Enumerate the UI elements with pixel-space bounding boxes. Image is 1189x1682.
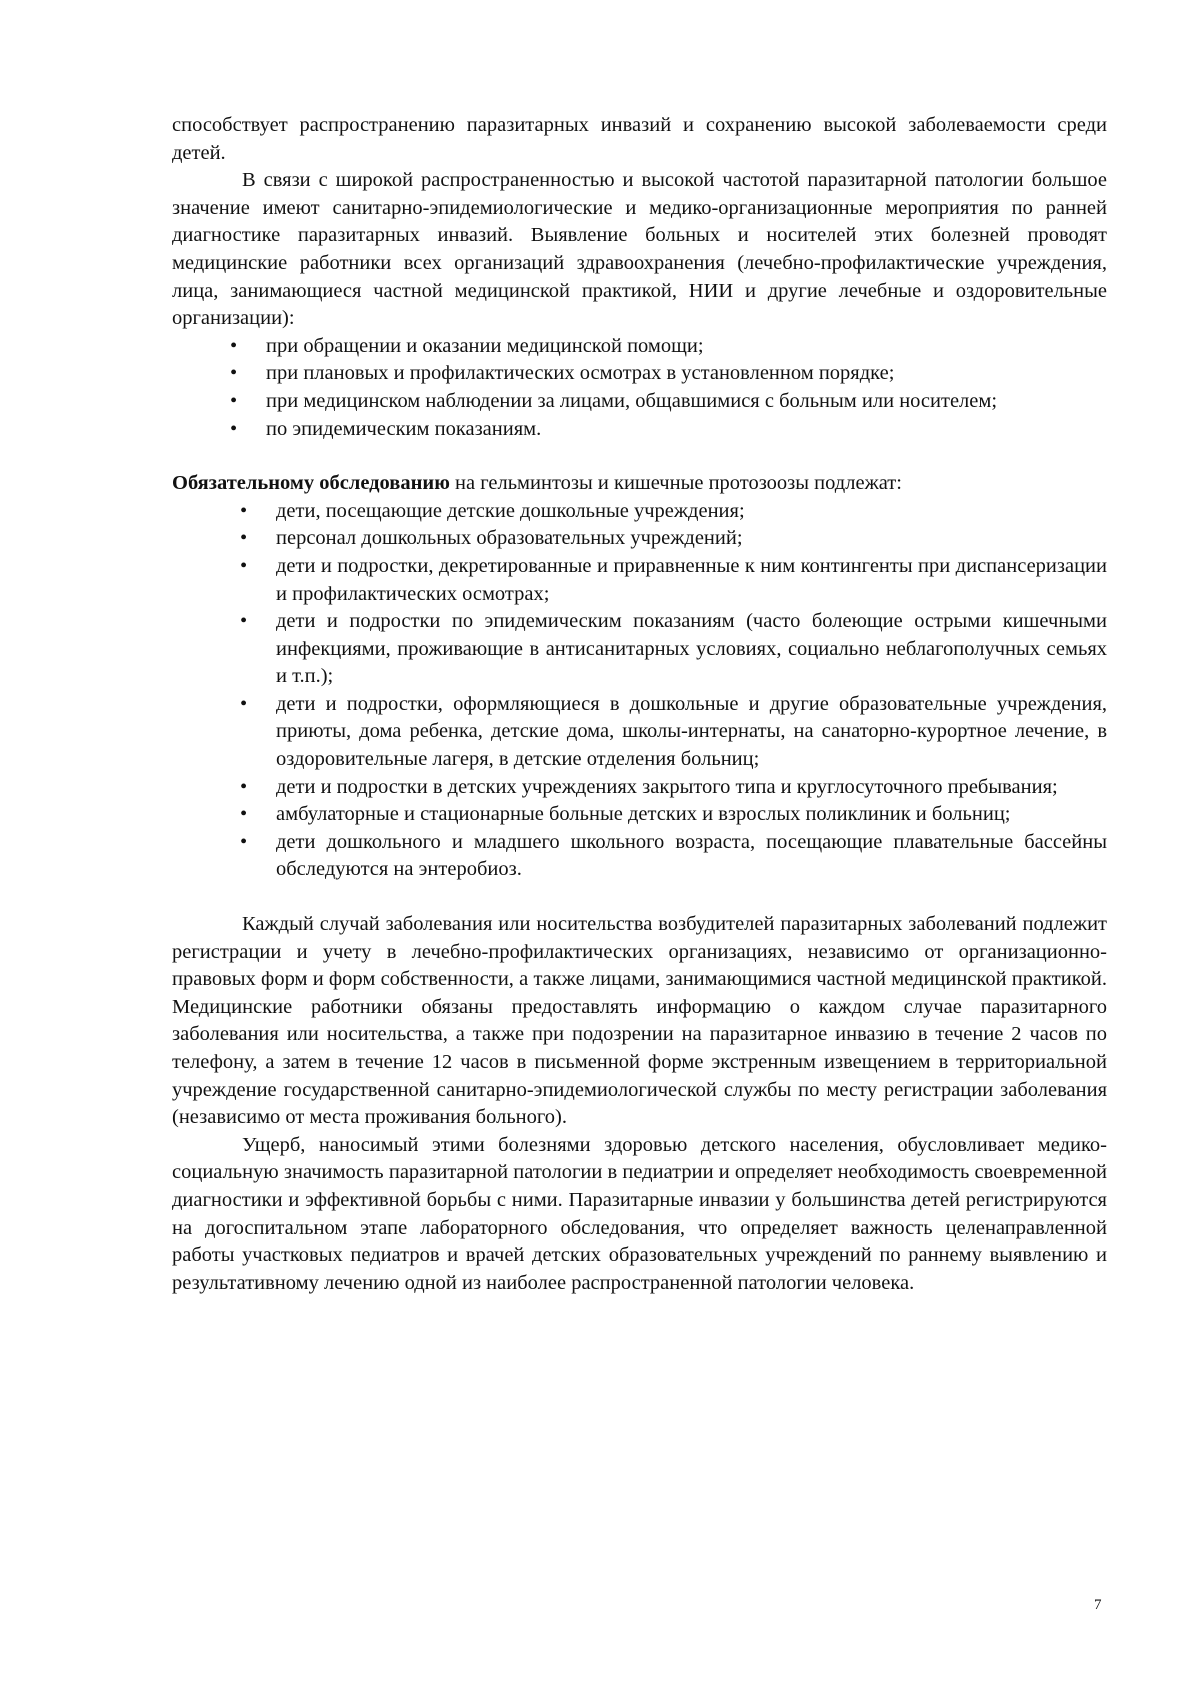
list-item	[172, 388, 1107, 416]
mandatory-heading-bold: Обязательному обследованию	[172, 472, 450, 495]
bullet-icon: •	[240, 775, 248, 798]
list-item-text: дети и подростки в детских учреждениях закрытого типа и круглосуточного пребывания;	[276, 775, 1058, 798]
list-item	[172, 333, 1107, 361]
spacer	[172, 884, 1107, 911]
bullet-icon: •	[240, 527, 248, 550]
list-item-text: при медицинском наблюдении за лицами, общавшимися с больным или носителем;	[266, 389, 998, 412]
list-item	[172, 691, 1107, 774]
mandatory-list	[172, 498, 1107, 884]
bullet-icon: •	[240, 830, 248, 853]
list-item	[172, 525, 1107, 553]
page-number: 7	[1094, 1597, 1102, 1613]
list-item-text: дети и подростки, оформляющиеся в дошкольные и другие образовательные учреждения, приюты, дома ребенка, детские дома, школы-интернаты, на санаторно-курортное лечение, в оздоровительные лагеря, в детские отделения больниц;	[276, 692, 1107, 771]
bullet-icon: •	[240, 610, 248, 633]
detection-list	[172, 333, 1107, 443]
list-item-text: при обращении и оказании медицинской помощи;	[266, 334, 704, 357]
paragraph-intro-continuation: способствует распространению паразитарных инвазий и сохранению высокой заболеваемости среди детей.	[172, 114, 1107, 164]
bullet-icon: •	[230, 389, 238, 412]
list-item	[172, 801, 1107, 829]
bullet-icon: •	[240, 692, 248, 715]
list-item	[172, 498, 1107, 526]
list-item	[172, 608, 1107, 691]
bullet-icon: •	[240, 554, 248, 577]
list-item	[172, 553, 1107, 608]
list-item-text: персонал дошкольных образовательных учреждений;	[276, 527, 743, 550]
list-item	[172, 829, 1107, 884]
list-item	[172, 360, 1107, 388]
list-item-text: по эпидемическим показаниям.	[266, 417, 542, 440]
mandatory-heading-rest: на гельминтозы и кишечные протозоозы подлежат:	[449, 472, 902, 495]
list-item	[172, 774, 1107, 802]
list-item-text: дети дошкольного и младшего школьного возраста, посещающие плавательные бассейны обследуются на энтеробиоз.	[276, 830, 1107, 881]
bullet-icon: •	[230, 362, 238, 385]
list-item-text: амбулаторные и стационарные больные детских и взрослых поликлиник и больниц;	[276, 803, 1011, 826]
bullet-icon: •	[230, 334, 238, 357]
bullet-icon: •	[240, 803, 248, 826]
bullet-icon: •	[230, 417, 238, 440]
list-item-text: дети и подростки по эпидемическим показаниям (часто болеющие острыми кишечными инфекциями, проживающие в антисанитарных условиях, социально неблагополучных семьях и т.п.);	[276, 610, 1107, 688]
paragraph-mandatory-examination	[172, 470, 1107, 498]
list-item-text: дети и подростки, декретированные и приравненные к ним контингенты при диспансеризации и профилактических осмотрах;	[276, 554, 1107, 605]
list-item	[172, 416, 1107, 444]
bullet-icon: •	[240, 499, 248, 522]
paragraph-registration: Каждый случай заболевания или носительства возбудителей паразитарных заболеваний подлежит регистрации и учету в лечебно-профилактических организациях, независимо от организационно-правовых форм и форм собственности, а также лицами, занимающимися частной медицинской практикой. Медицинские работники обязаны предоставлять информацию о каждом случае паразитарного заболевания или носительства, а также при подозрении на паразитарное инвазию в течение 2 часов по телефону, а затем в течение 12 часов в письменной форме экстренным извещением в территориальной учреждение государственной санитарно-эпидемиологической службы по месту регистрации заболевания (независимо от места проживания больного).	[172, 913, 1107, 1129]
list-item-text: дети, посещающие детские дошкольные учреждения;	[276, 499, 745, 522]
paragraph-early-diagnostics: В связи с широкой распространенностью и высокой частотой паразитарной патологии большое значение имеют санитарно-эпидемиологические и медико-организационные мероприятия по ранней диагностике паразитарных инвазий. Выявление больных и носителей этих болезней проводят медицинские работники всех организаций здравоохранения (лечебно-профилактические учреждения, лица, занимающиеся частной медицинской практикой, НИИ и другие лечебные и оздоровительные организации):	[172, 169, 1107, 330]
page-content	[172, 112, 1107, 1297]
paragraph-significance: Ущерб, наносимый этими болезнями здоровью детского населения, обусловливает медико-социальную значимость паразитарной патологии в педиатрии и определяет необходимость своевременной диагностики и эффективной борьбы с ними. Паразитарные инвазии у большинства детей регистрируются на догоспитальном этапе лабораторного обследования, что определяет важность целенаправленной работы участковых педиатров и врачей детских образовательных учреждений по раннему выявлению и результативному лечению одной из наиболее распространенной патологии человека.	[172, 1133, 1107, 1294]
list-item-text: при плановых и профилактических осмотрах в установленном порядке;	[266, 362, 895, 385]
spacer	[172, 443, 1107, 470]
